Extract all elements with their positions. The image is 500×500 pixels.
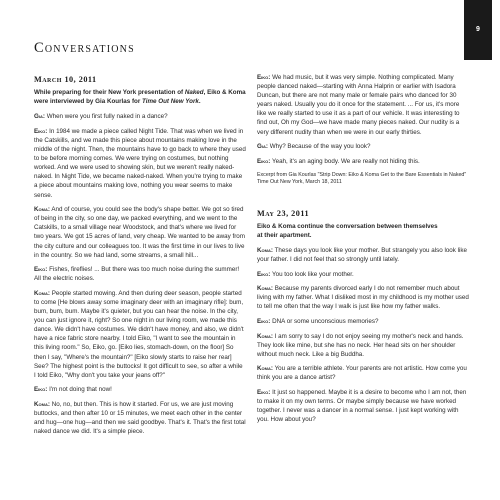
page-number-tab: [464, 0, 492, 60]
section-date: May 23, 2011: [257, 208, 310, 218]
speaker-label: Koma:: [257, 365, 273, 373]
dialogue-text: And of course, you could see the body's shape better. We got so tired of being in the city, so one day, we packed everything, and we went to the Catskills, to a small village near Woodstock, and that's where we lived for two years. We got 15 acres of land, very cheap. We wanted to be away from the city culture and our colleagues too. It was the first time in our lives to live in the country. So we had land, some streams, a small hill...: [34, 206, 245, 259]
dialogue-text: Why? Because of the way you look?: [269, 143, 371, 151]
dialogue-paragraph: [257, 157, 469, 166]
dialogue-paragraph: [257, 142, 469, 151]
speaker-label: Eiko:: [34, 127, 48, 135]
page-number: 9: [476, 26, 480, 33]
dialogue-paragraph: [257, 246, 469, 264]
speaker-label: Eiko:: [34, 266, 48, 274]
dialogue-text: In 1984 we made a piece called Night Tide. That was when we lived in the Catskills, and we made this piece about mountains making love in the middle of the night. Then, the mountains have to go back to where they used to be before morning comes. We were trying on costumes, but nothing worked. And we were used to showing skin, but we weren't really naked-naked. In Night Tide, we became naked-naked. When you're trying to make a piece about mountains making love, nothing you wear seems to make sense.: [34, 127, 246, 199]
intro-title: Time Out New York: [142, 98, 199, 106]
dialogue-text: I'm not doing that now!: [49, 386, 112, 394]
dialogue-text: You too look like your mother.: [272, 270, 354, 278]
speaker-label: Koma:: [257, 332, 273, 340]
right-column: [257, 73, 469, 430]
speaker-label: Koma:: [257, 246, 273, 254]
speaker-label: Gia:: [257, 143, 268, 151]
speaker-label: Koma:: [34, 206, 50, 214]
speaker-label: Eiko:: [34, 386, 48, 394]
speaker-label: Koma:: [34, 289, 50, 297]
intro-title: Naked: [184, 89, 204, 97]
dialogue-paragraph: [257, 364, 469, 382]
left-column: [34, 73, 246, 442]
dialogue-text: DNA or some unconscious memories?: [272, 318, 379, 325]
dialogue-text: You are a terrible athlete. Your parents are not artistic. How come you think you are a dance artist?: [257, 365, 467, 382]
speaker-label: Eiko:: [257, 74, 271, 81]
speaker-label: Eiko:: [257, 270, 271, 278]
speaker-label: Koma:: [34, 400, 50, 408]
speaker-label: Eiko:: [257, 157, 271, 165]
dialogue-paragraph: [34, 112, 246, 121]
dialogue-paragraph: [257, 317, 469, 326]
dialogue-paragraph: [257, 73, 469, 137]
section-intro: [34, 88, 246, 106]
dialogue-text: When were you first fully naked in a dance?: [46, 113, 168, 121]
dialogue-paragraph: [34, 289, 246, 380]
speaker-label: Eiko:: [257, 389, 271, 397]
intro-text: .: [198, 98, 201, 106]
dialogue-text: These days you look like your mother. But strangely you also look like your father. I did not feel that so strongly until lately.: [257, 246, 468, 264]
speaker-label: Koma:: [257, 285, 273, 293]
right-paragraphs-top: [257, 73, 469, 166]
dialogue-paragraph: [34, 400, 246, 436]
dialogue-paragraph: [257, 332, 469, 359]
dialogue-text: People started mowing. And then during deer season, people started to come [He blows away some imaginary deer with an imaginary rifle]: bum, bum, bum, bum. Maybe it's quieter, but you can hear the noise. In the city, you can just ignore it, right? So one night in our living room, we made this dance. We didn't have costumes. We didn't have money, and also, we didn't have a nice fabric store nearby. I told Eiko, "I want to see the mountain in this living room." So, Eiko, go. [Eiko lies, stomach-down, on the floor] So then I say, "Where's the mountain?" [Eiko slowly starts to raise her rear] See? The highest point is the buttocks! It got difficult to see, so after a while I told Eiko, "Why don't you take your jeans off?": [34, 289, 244, 379]
speaker-label: Eiko:: [257, 318, 271, 325]
dialogue-text: It just so happened. Maybe it is a desire to become who I am not, then to make it on my own terms. Or maybe simply because we have worked together. I never was a dancer in a normal sense. I just kept working with you. How about you?: [257, 389, 467, 424]
right-paragraphs-bottom: [257, 246, 469, 425]
speaker-label: Gia:: [34, 113, 45, 121]
dialogue-text: Yeah, it's an aging body. We are really not hiding this.: [272, 157, 420, 165]
page-heading: Conversations: [34, 40, 135, 56]
dialogue-text: No, no, but then. This is how it started. For us, we are just moving buttocks, and then after 10 or 15 minutes, we meet each other in the center and hug—one hug—and then we said goodbye. That's it. That's the first total naked dance we did. It's a simple piece.: [34, 400, 246, 436]
dialogue-paragraph: [257, 270, 469, 279]
dialogue-text: Because my parents divorced early I do not remember much about living with my father. What I disliked most in my childhood is my mother used to tell me often that the way I walk is just like how my father walks.: [257, 285, 469, 311]
dialogue-paragraph: [34, 205, 246, 260]
dialogue-paragraph: [257, 284, 469, 311]
intro-text: While preparing for their New York presentation of: [34, 89, 185, 97]
section-intro: Eiko & Koma continue the conversation between themselves at their apartment.: [257, 222, 438, 239]
dialogue-paragraph: [257, 388, 469, 424]
dialogue-text: Fishes, fireflies! ... But there was too much noise during the summer! All the electric noises.: [34, 266, 240, 283]
left-paragraphs: [34, 112, 246, 436]
excerpt-citation: Excerpt from Gia Kourlas "Strip Down: Eiko & Koma Get to the Bare Essentials in Naked" Time Out New York, March 18, 2011: [257, 171, 467, 186]
dialogue-paragraph: [34, 127, 246, 200]
dialogue-paragraph: [34, 265, 246, 283]
dialogue-text: We had music, but it was very simple. Nothing complicated. Many people danced naked—starting with Anna Halprin or earlier with Isadora Duncan, but there are not many male or female pairs who danced for 30 years naked. Usually you do it once for the statement. ... For us, it's more like we really started to use it as a part of our vehicle. It was interesting to find out, Oh my God—we have made many pieces naked. Our nudity is a very different nudity than when we were in our early thirties.: [257, 74, 460, 136]
dialogue-paragraph: [34, 385, 246, 394]
section-date: March 10, 2011: [34, 75, 97, 84]
dialogue-text: I am sorry to say I do not enjoy seeing my mother's neck and hands. They look like mine, but she has no neck. Her head sits on her shoulder without much neck. Like a big Buddha.: [257, 332, 464, 358]
intro-text: , Eiko & Koma were interviewed by Gia Kourlas for: [34, 89, 246, 106]
